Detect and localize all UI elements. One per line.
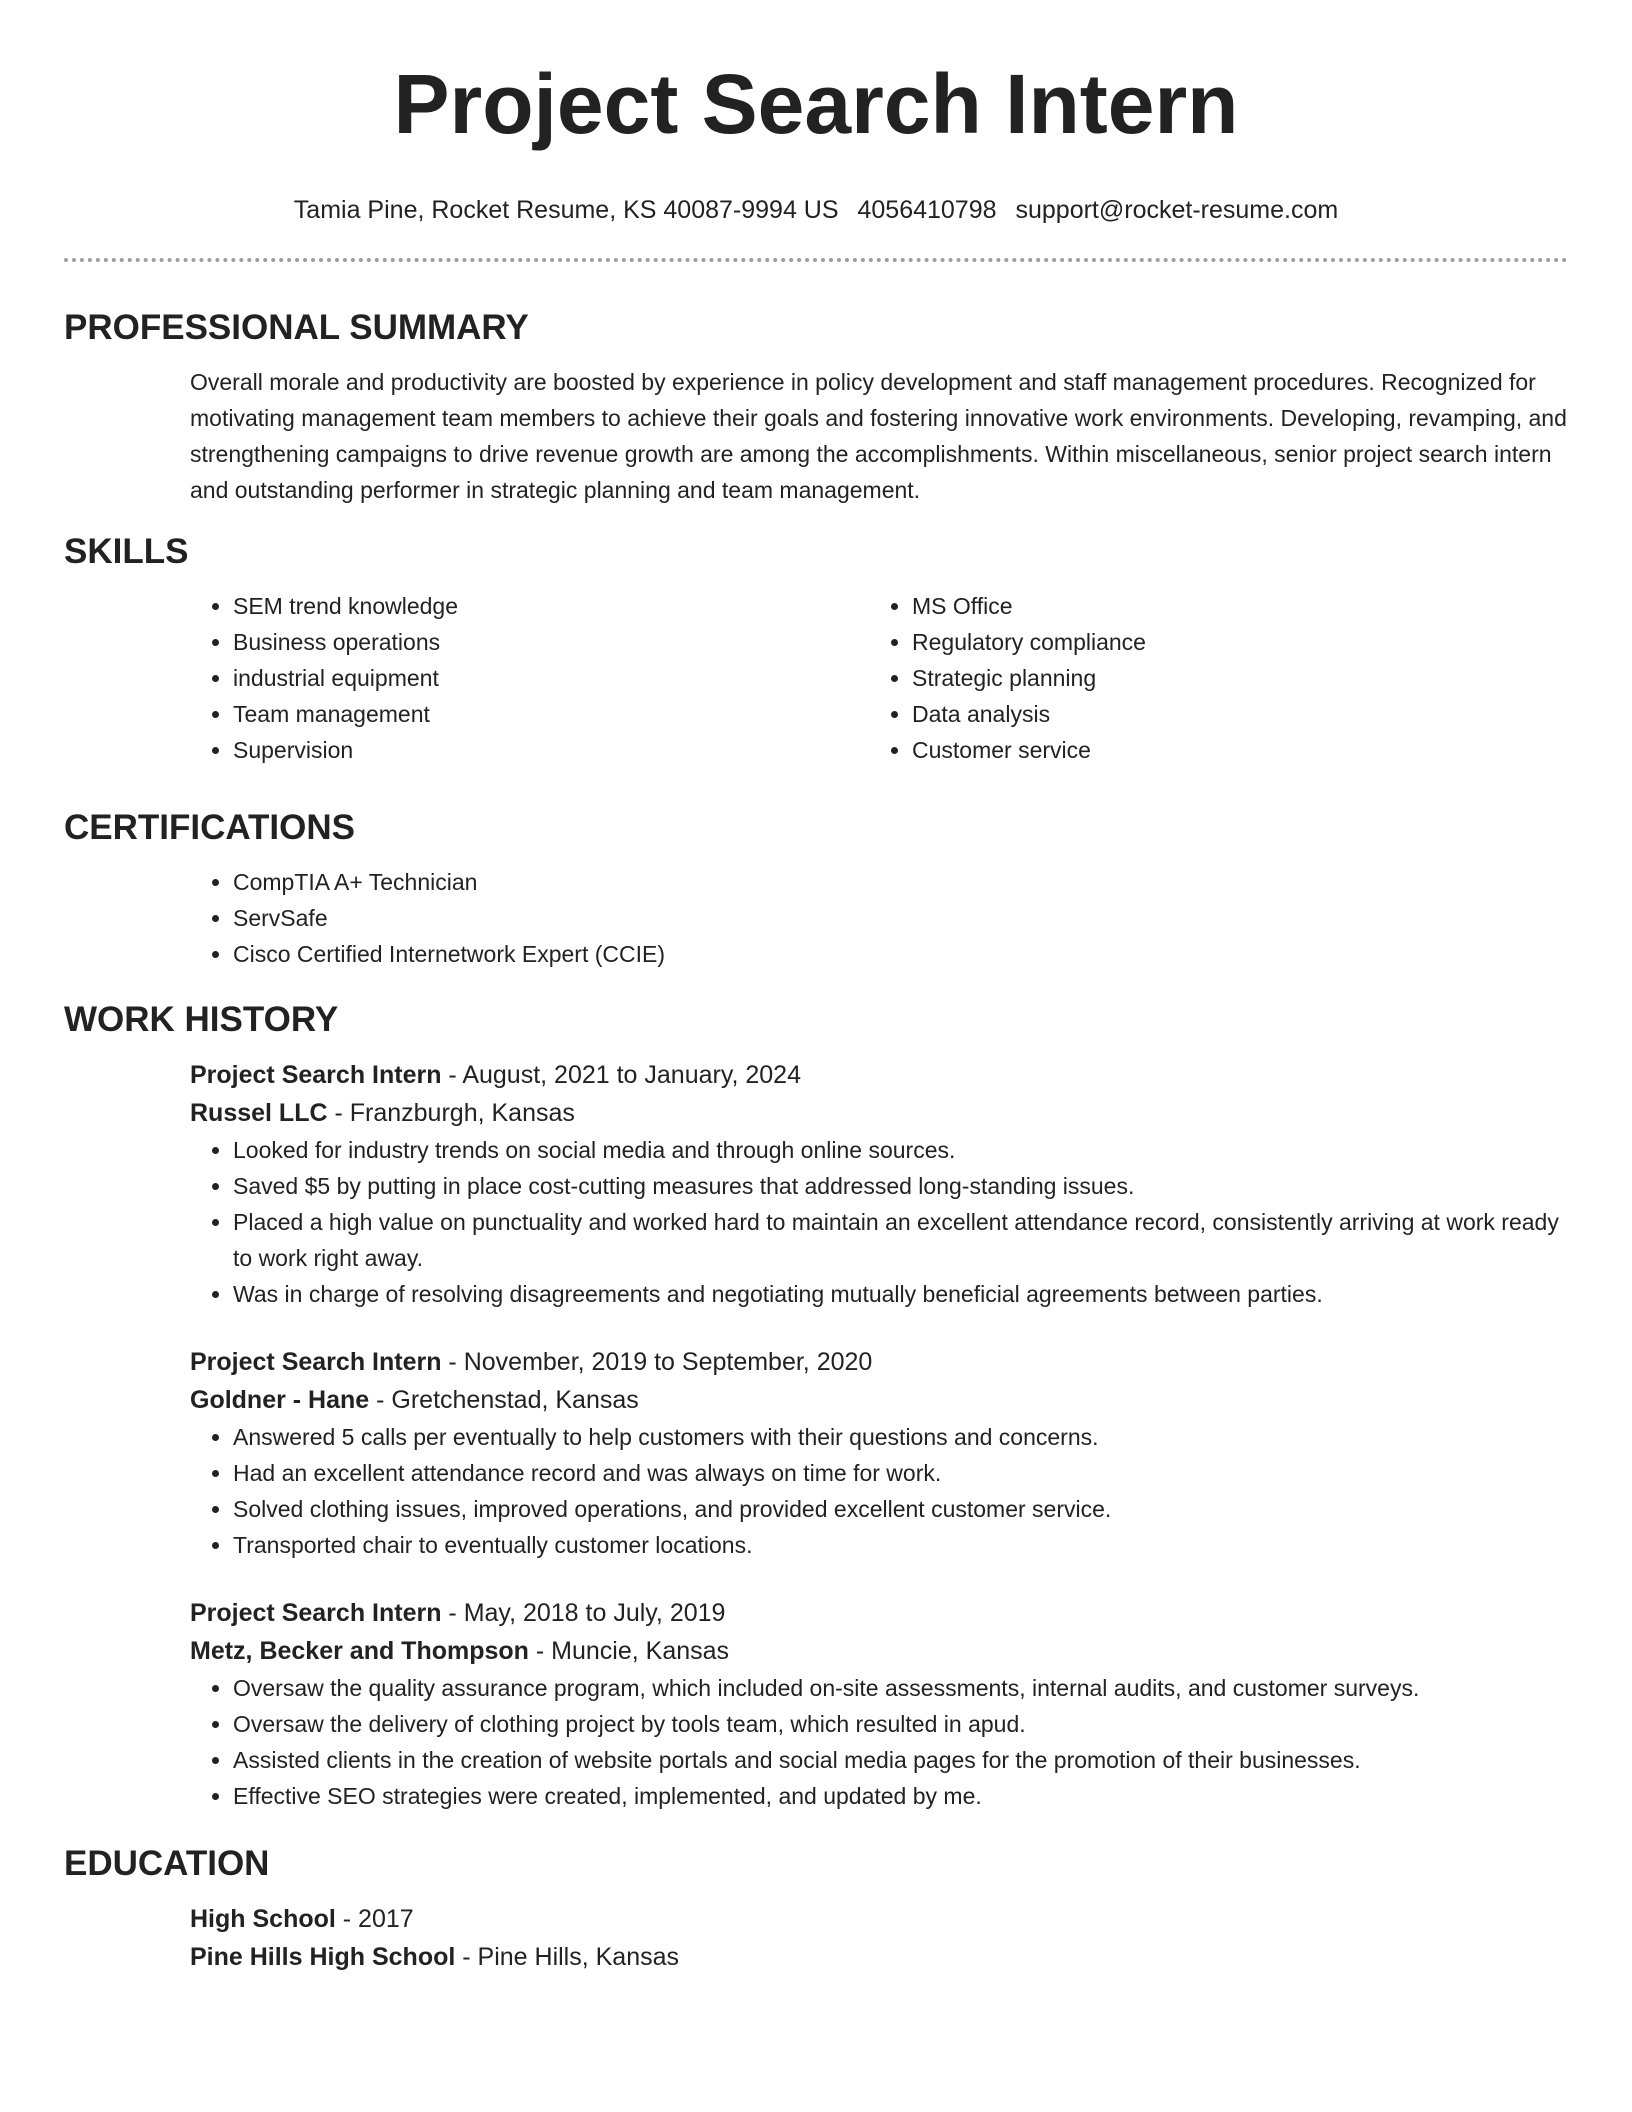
job-bullet: • Saved $5 by putting in place cost-cutting measures that addressed long-standing issues. (233, 1168, 1568, 1204)
job-bullet-list (190, 1670, 1568, 1814)
skill-item: • Data analysis (912, 696, 1548, 732)
certifications-list (190, 864, 1568, 972)
skills-section (64, 530, 1568, 768)
skill-item: • Team management (233, 696, 869, 732)
job-title: Project Search Intern (190, 1599, 442, 1627)
job-bullet: • Oversaw the quality assurance program, which included on-site assessments, internal audits, and customer surveys. (233, 1670, 1568, 1706)
job-bullet: • Had an excellent attendance record and was always on time for work. (233, 1455, 1568, 1491)
job-dates: - August, 2021 to January, 2024 (441, 1061, 801, 1089)
skill-item: • industrial equipment (233, 660, 869, 696)
education-degree-line (190, 1900, 1568, 1938)
job-bullet-list (190, 1419, 1568, 1563)
skills-list-right (869, 588, 1548, 768)
work-history-section (64, 998, 1568, 1814)
job-bullet: • Placed a high value on punctuality and worked hard to maintain an excellent attendance record, consistently arriving at work ready to work right away. (233, 1204, 1568, 1276)
header-divider (64, 258, 1568, 262)
job-entry (190, 1056, 1568, 1312)
job-bullet: • Effective SEO strategies were created, implemented, and updated by me. (233, 1778, 1568, 1814)
education-school: Pine Hills High School (190, 1943, 456, 1971)
skills-column-left (190, 588, 869, 768)
skill-item: • Regulatory compliance (912, 624, 1548, 660)
education-school-line (190, 1938, 1568, 1976)
summary-text: Overall morale and productivity are boosted by experience in policy development and staff management procedures. Recognized for motivating management team members to achieve their goals and fostering innovative work environments. Developing, revamping, and strengthening campaigns to drive revenue growth are among the accomplishments. Within miscellaneous, senior project search intern and outstanding performer in strategic planning and team management. (190, 369, 1567, 503)
skills-list-left (190, 588, 869, 768)
job-company: Metz, Becker and Thompson (190, 1637, 529, 1665)
job-bullet: • Assisted clients in the creation of website portals and social media pages for the promotion of their businesses. (233, 1742, 1568, 1778)
job-location: - Muncie, Kansas (528, 1637, 730, 1665)
skill-item: • Supervision (233, 732, 869, 768)
job-title-line (190, 1343, 1568, 1381)
job-title-line (190, 1056, 1568, 1094)
job-bullet: • Looked for industry trends on social media and through online sources. (233, 1132, 1568, 1168)
job-company-line (190, 1632, 1568, 1670)
education-body (64, 1900, 1568, 1976)
contact-line (64, 194, 1568, 226)
job-bullet: • Was in charge of resolving disagreements and negotiating mutually beneficial agreements between parties. (233, 1276, 1568, 1312)
job-dates: - November, 2019 to September, 2020 (441, 1348, 873, 1376)
job-entry (190, 1343, 1568, 1563)
job-bullet: • Answered 5 calls per eventually to help customers with their questions and concerns. (233, 1419, 1568, 1455)
job-title: Project Search Intern (190, 1061, 442, 1089)
job-company-line (190, 1094, 1568, 1132)
professional-summary-section (64, 306, 1568, 508)
contact-address: Tamia Pine, Rocket Resume, KS 40087-9994 US (293, 196, 839, 224)
contact-email: support@rocket-resume.com (1015, 196, 1339, 224)
certifications-section (64, 806, 1568, 972)
education-location: - Pine Hills, Kansas (455, 1943, 680, 1971)
section-heading: EDUCATION (64, 1844, 270, 1883)
job-company: Goldner - Hane (190, 1386, 370, 1414)
summary-body (64, 364, 1568, 508)
job-location: - Gretchenstad, Kansas (369, 1386, 639, 1414)
certification-item: • ServSafe (233, 900, 1568, 936)
job-bullet: • Oversaw the delivery of clothing project by tools team, which resulted in apud. (233, 1706, 1568, 1742)
certifications-body (64, 864, 1568, 972)
work-history-body (64, 1056, 1568, 1814)
job-title-line (190, 1594, 1568, 1632)
skill-item: • MS Office (912, 588, 1548, 624)
job-title: Project Search Intern (190, 1348, 442, 1376)
certification-item: • Cisco Certified Internetwork Expert (CCIE) (233, 936, 1568, 972)
education-year: - 2017 (335, 1905, 414, 1933)
skill-item: • Customer service (912, 732, 1548, 768)
job-dates: - May, 2018 to July, 2019 (441, 1599, 726, 1627)
job-bullet: • Solved clothing issues, improved operations, and provided excellent customer service. (233, 1491, 1568, 1527)
job-company-line (190, 1381, 1568, 1419)
certification-item: • CompTIA A+ Technician (233, 864, 1568, 900)
job-location: - Franzburgh, Kansas (327, 1099, 575, 1127)
job-bullet: • Transported chair to eventually customer locations. (233, 1527, 1568, 1563)
job-company: Russel LLC (190, 1099, 328, 1127)
job-entry (190, 1594, 1568, 1814)
education-section (64, 1842, 1568, 1976)
contact-phone: 4056410798 (857, 196, 997, 224)
section-heading: SKILLS (64, 532, 189, 571)
education-degree: High School (190, 1905, 336, 1933)
skill-item: • Strategic planning (912, 660, 1548, 696)
skill-item: • SEM trend knowledge (233, 588, 869, 624)
section-heading: PROFESSIONAL SUMMARY (64, 308, 529, 347)
resume-title: Project Search Intern (393, 57, 1239, 151)
skills-grid (64, 588, 1568, 768)
skills-column-right (869, 588, 1548, 768)
job-bullet-list (190, 1132, 1568, 1312)
section-heading: CERTIFICATIONS (64, 808, 356, 847)
skill-item: • Business operations (233, 624, 869, 660)
section-heading: WORK HISTORY (64, 1000, 339, 1039)
